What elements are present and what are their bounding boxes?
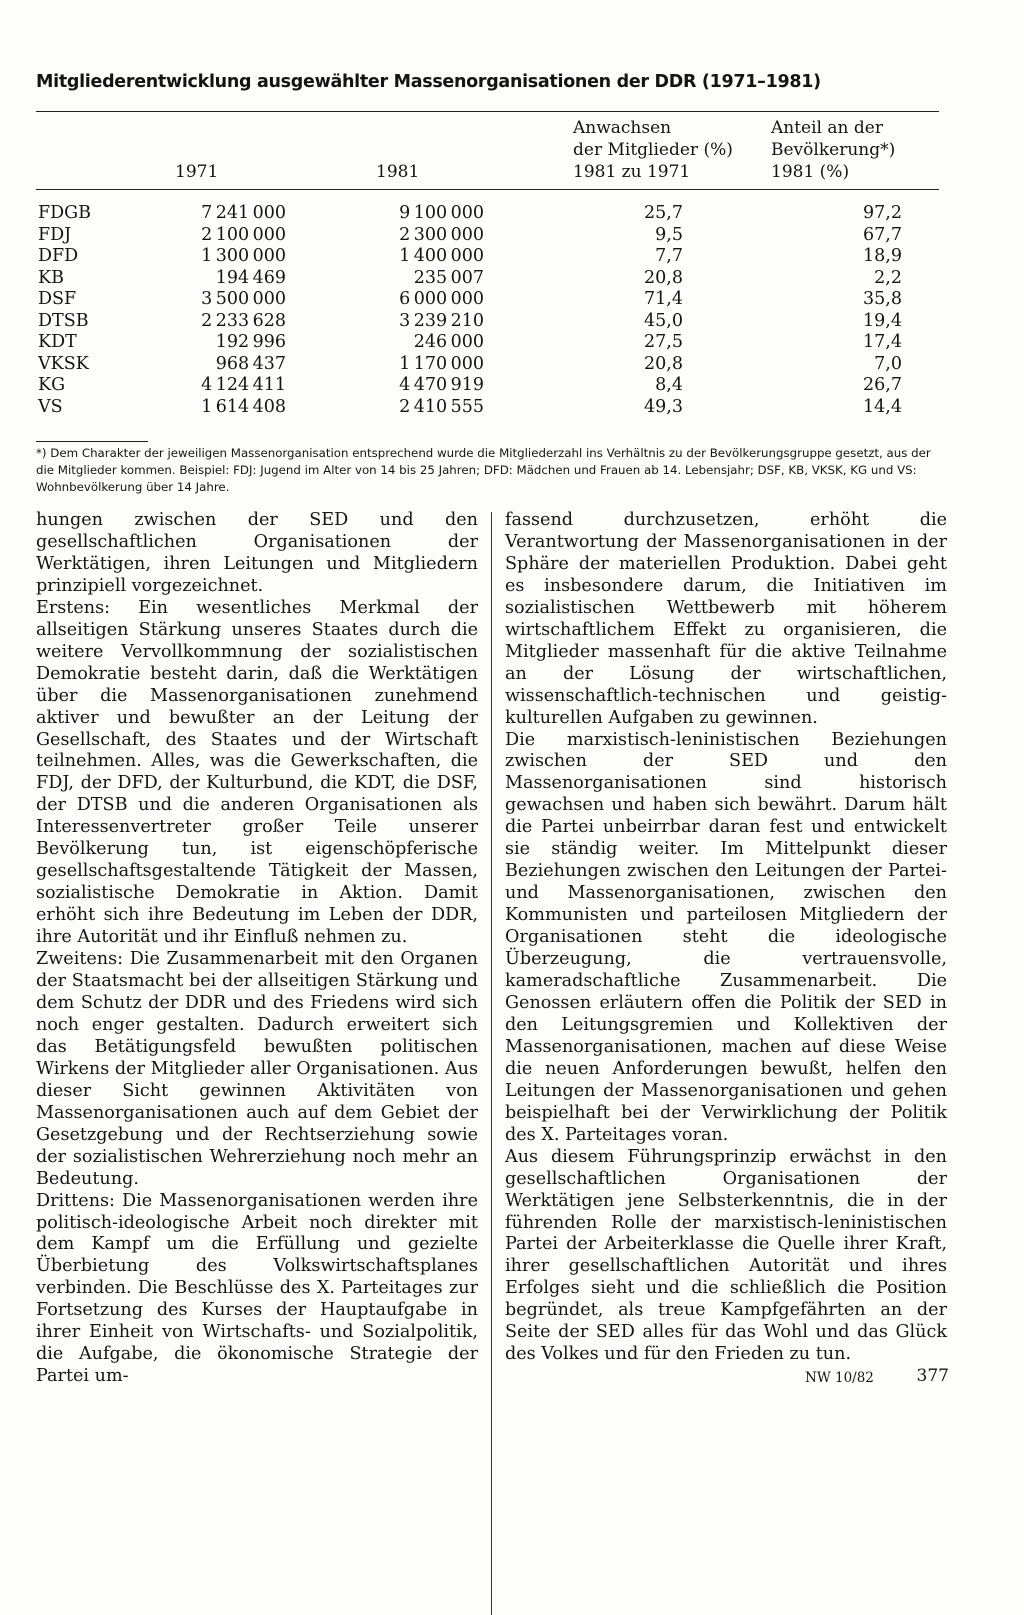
header-growth <box>573 117 733 183</box>
header-share <box>771 117 895 183</box>
members-1981: 2 410 555 <box>399 396 484 417</box>
header-share-line: Anteil an der <box>771 118 883 138</box>
table-row <box>36 397 936 418</box>
growth-percent: 27,5 <box>644 332 683 352</box>
org-name: DFD <box>38 246 79 266</box>
growth-percent: 45,0 <box>644 310 683 331</box>
members-1981: 4 470 919 <box>399 375 484 395</box>
page-number: 377 <box>916 1366 949 1386</box>
members-1981: 3 239 210 <box>399 310 484 331</box>
members-1971: 3 500 000 <box>201 289 286 309</box>
org-name: DSF <box>38 289 77 309</box>
members-1981: 235 007 <box>413 267 484 288</box>
table-title: Mitgliederentwicklung ausgewählter Massenorganisationen der DDR (1971–1981) <box>36 72 821 92</box>
members-1981: 2 300 000 <box>399 224 484 245</box>
column-divider <box>491 512 492 1615</box>
growth-percent: 7,7 <box>655 246 683 266</box>
members-1971: 194 469 <box>215 267 286 288</box>
header-1971: 1971 <box>175 162 219 182</box>
org-name: KB <box>38 267 64 288</box>
paragraph: Die marxistisch-leninistischen Beziehungen zwischen der SED und den Massenorganisationen sind historisch gewachsen und haben sich bewährt. Darum hält die Partei unbeirrbar daran fest und entwickelt sie ständig weiter. Im Mittelpunkt dieser Beziehungen zwischen den Leitungen der Partei- und Massenorganisationen, zwischen den Kommunisten und parteilosen Mitgliedern der Organisationen steht die ideologische Überzeugung, die vertrauensvolle, kameradschaftliche Zusammenarbeit. Die Genossen erläutern offen die Politik der SED in den Leitungsgremien und Kollektiven der Massenorganisationen, machen auf diese Weise die neuen Anforderungen bewußt, helfen den Leitungen der Massenorganisationen und gehen beispielhaft bei der Verwirklichung der Politik des X. Parteitages voran. <box>505 729 947 1145</box>
table-row <box>36 268 936 289</box>
header-share-line: Bevölkerung*) <box>771 140 896 160</box>
org-name: FDJ <box>38 224 72 245</box>
paragraph: Zweitens: Die Zusammenarbeit mit den Organen der Staatsmacht bei der allseitigen Stärkung und dem Schutz der DDR und des Friedens wird sich noch enger gestalten. Dadurch erweitert sich das Betätigungsfeld bewußten politischen Wirkens der Mitglieder aller Organisationen. Aus dieser Sicht gewinnen Aktivitäten von Massenorganisationen auch auf dem Gebiet der Gesetzgebung und der Rechtserziehung sowie der sozialistischen Wehrerziehung noch mehr an Bedeutung. <box>36 949 478 1189</box>
paragraph: hungen zwischen der SED und den gesellschaftlichen Organisationen der Werktätigen, ihren Leitungen und Mitgliedern prinzipiell vorgezeichnet. <box>36 510 478 596</box>
table-row <box>36 332 936 353</box>
journal-reference: NW 10/82 <box>805 1370 874 1386</box>
paragraph: Erstens: Ein wesentliches Merkmal der allseitigen Stärkung unseres Staates durch die weitere Vervollkommnung der sozialistischen Demokratie besteht darin, daß die Werktätigen über die Massenorganisationen zunehmend aktiver und bewußter an der Leitung der Gesellschaft, des Staates und der Wirtschaft teilnehmen. Alles, was die Gewerkschaften, die FDJ, der DFD, der Kulturbund, die KDT, die DSF, der DTSB und die anderen Organisationen als Interessenvertreter großer Teile unserer Bevölkerung tun, ist eigenschöpferische gesellschaftsgestaltende Tätigkeit der Massen, sozialistische Demokratie in Aktion. Damit erhöht sich ihre Bedeutung im Leben der DDR, ihre Autorität und ihr Einfluß nehmen zu. <box>36 597 478 948</box>
table-row <box>36 225 936 246</box>
growth-percent: 71,4 <box>644 289 683 309</box>
table-row <box>36 203 936 224</box>
growth-percent: 9,5 <box>655 224 683 245</box>
population-share: 17,4 <box>863 332 902 352</box>
table-footnote: *) Dem Charakter der jeweiligen Massenorganisation entsprechend wurde die Mitgliederzahl ins Verhältnis zu der Bevölkerungsgruppe gesetzt, aus der die Mitglieder kommen. Beispiel: FDJ: Jugend im Alter von 14 bis 25 Jahren; DFD: Mädchen und Frauen ab 14. Lebensjahr; DSF, KB, VKSK, KG und VS: Wohnbevölkerung über 14 Jahre. <box>36 446 931 494</box>
population-share: 14,4 <box>863 396 902 417</box>
paragraph: Aus diesem Führungsprinzip erwächst in den gesellschaftlichen Organisationen der Werktätigen jene Selbsterkenntnis, die in der führenden Rolle der marxistisch-leninistischen Partei der Arbeiterklasse die Quelle ihrer Kraft, ihrer gesellschaftlichen Autorität und ihres Erfolges sieht und die schließlich die Position begründet, als treue Kampfgefährten an der Seite der SED alles für das Wohl und das Glück des Volkes und für den Frieden zu tun. <box>505 1146 947 1365</box>
body-column-right <box>505 510 947 1366</box>
members-1971: 1 300 000 <box>201 246 286 266</box>
population-share: 97,2 <box>863 203 902 223</box>
paragraph: Drittens: Die Massenorganisationen werden ihre politisch-ideologische Arbeit noch direkter mit dem Kampf um die Erfüllung und gezielte Überbietung des Volkswirtschaftsplanes verbinden. Die Beschlüsse des X. Parteitages zur Fortsetzung des Kurses der Hauptaufgabe in ihrer Einheit von Wirtschafts- und Sozialpolitik, die Aufgabe, die ökonomische Strategie der Partei um- <box>36 1190 478 1387</box>
org-name: FDGB <box>38 203 92 223</box>
population-share: 18,9 <box>863 246 902 266</box>
header-growth-line: 1981 zu 1971 <box>573 162 691 182</box>
members-1981: 1 170 000 <box>399 353 484 374</box>
org-name: VS <box>38 396 63 417</box>
growth-percent: 8,4 <box>655 375 683 395</box>
footnote-rule <box>36 441 148 442</box>
members-1981: 1 400 000 <box>399 246 484 266</box>
header-share-line: 1981 (%) <box>771 162 850 182</box>
org-name: KDT <box>38 332 77 352</box>
page-footer <box>805 1366 949 1388</box>
table-row <box>36 311 936 332</box>
members-1971: 2 233 628 <box>201 310 286 331</box>
header-1981: 1981 <box>376 162 420 182</box>
population-share: 35,8 <box>863 289 902 309</box>
members-1981: 6 000 000 <box>399 289 484 309</box>
growth-percent: 20,8 <box>644 353 683 374</box>
members-1971: 4 124 411 <box>201 375 286 395</box>
growth-percent: 20,8 <box>644 267 683 288</box>
table-top-rule <box>36 111 939 112</box>
body-column-left <box>36 510 478 1388</box>
header-growth-line: Anwachsen <box>573 118 672 138</box>
members-1971: 2 100 000 <box>201 224 286 245</box>
table-row <box>36 375 936 396</box>
growth-percent: 49,3 <box>644 396 683 417</box>
members-1981: 9 100 000 <box>399 203 484 223</box>
org-name: KG <box>38 375 66 395</box>
org-name: DTSB <box>38 310 89 331</box>
header-growth-line: der Mitglieder (%) <box>573 140 733 160</box>
members-1971: 1 614 408 <box>201 396 286 417</box>
population-share: 26,7 <box>863 375 902 395</box>
members-1971: 968 437 <box>215 353 286 374</box>
org-name: VKSK <box>38 353 89 374</box>
members-1981: 246 000 <box>413 332 484 352</box>
growth-percent: 25,7 <box>644 203 683 223</box>
members-1971: 7 241 000 <box>201 203 286 223</box>
table-row <box>36 354 936 375</box>
table-header-rule <box>36 189 939 190</box>
table-row <box>36 246 936 267</box>
table-row <box>36 289 936 310</box>
population-share: 2,2 <box>874 267 902 288</box>
members-1971: 192 996 <box>215 332 286 352</box>
population-share: 7,0 <box>874 353 902 374</box>
population-share: 67,7 <box>863 224 902 245</box>
population-share: 19,4 <box>863 310 902 331</box>
paragraph: fassend durchzusetzen, erhöht die Verantwortung der Massenorganisationen in der Sphäre der materiellen Produktion. Dabei geht es insbesondere darum, die Initiativen im sozialistischen Wettbewerb mit höherem wirtschaftlichem Effekt zu organisieren, die Mitglieder massenhaft für die aktive Teilnahme an der Lösung der wirtschaftlichen, wissenschaftlich-technischen und geistig-kulturellen Aufgaben zu gewinnen. <box>505 510 947 728</box>
